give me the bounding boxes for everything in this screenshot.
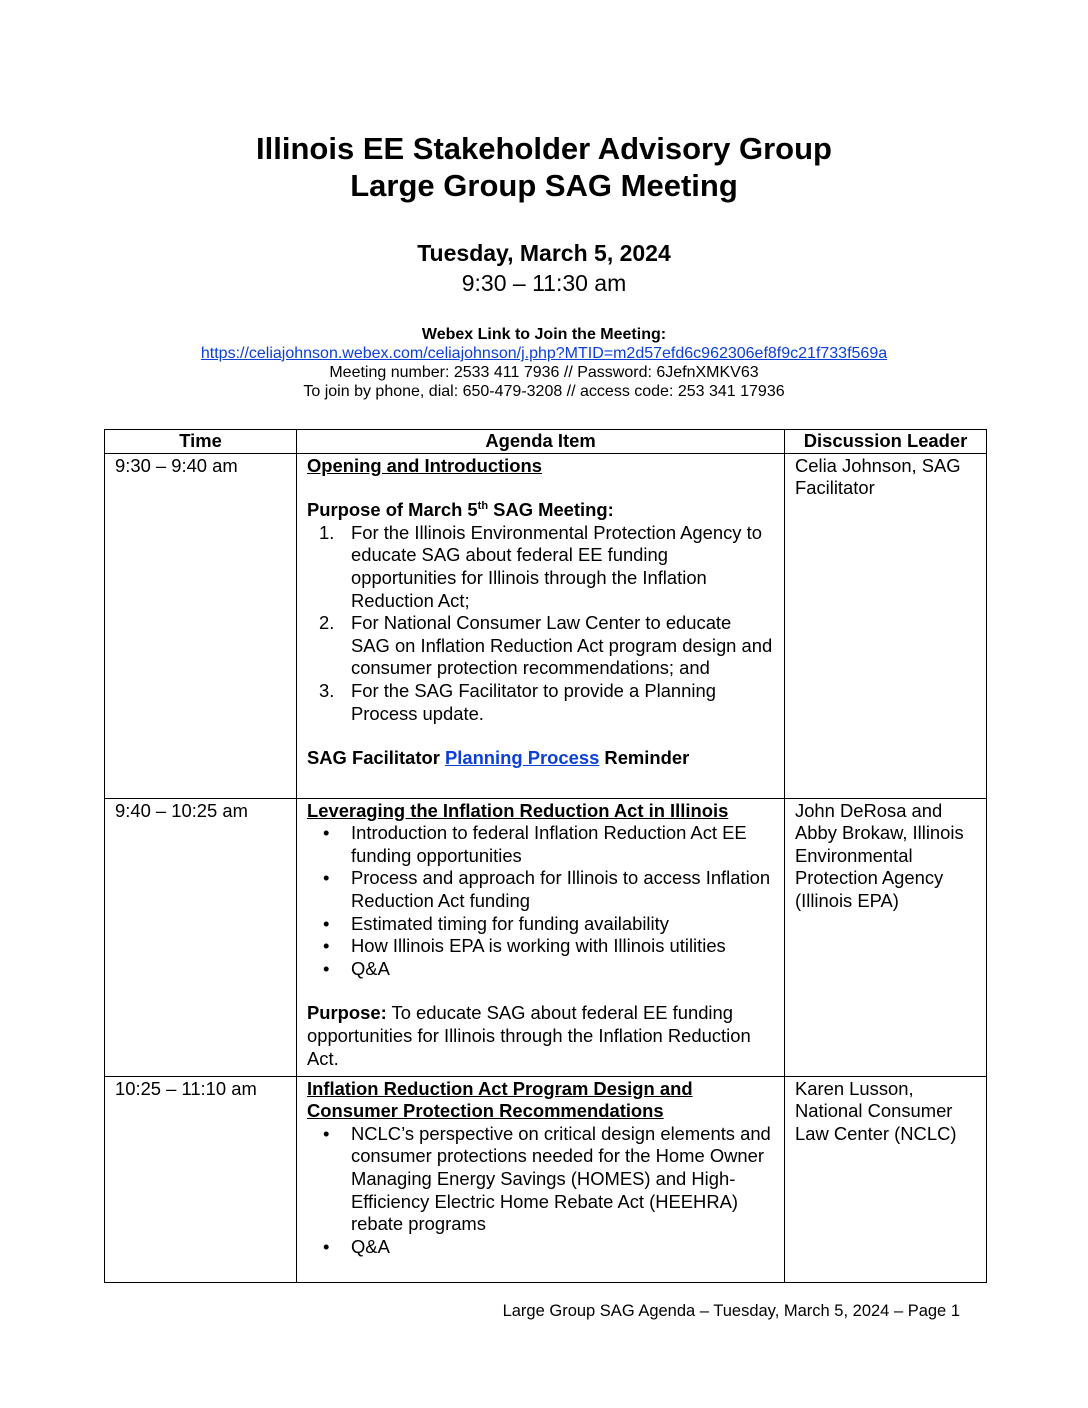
table-row [105, 798, 987, 1076]
phone-info: To join by phone, dial: 650-479-3208 // access code: 253 341 17936 [303, 383, 785, 400]
purpose-statement: Purpose: To educate SAG about federal EE funding opportunities for Illinois through the Inflation Reduction Act. [307, 1002, 751, 1069]
meeting-time: 9:30 – 11:30 am [461, 270, 627, 296]
list-item: • Introduction to federal Inflation Reduction Act EE funding opportunities [323, 822, 747, 866]
section-title: Leveraging the Inflation Reduction Act in Illinois [307, 799, 729, 821]
purpose-list [307, 522, 774, 725]
topic-list [307, 1123, 774, 1259]
table-header-row [105, 430, 987, 454]
row-leader: John DeRosa and Abby Brokaw, Illinois Environmental Protection Agency (Illinois EPA) [785, 798, 987, 1076]
webex-link[interactable]: https://celiajohnson.webex.com/celiajohnson/j.php?MTID=m2d57efd6c962306ef8f9c21f733f569a [200, 345, 888, 362]
list-item: 1. For the Illinois Environmental Protection Agency to educate SAG about federal EE funding opportunities for Illinois through the Inflation Reduction Act; [319, 521, 762, 611]
header-time: Time [105, 430, 297, 454]
document-title: Illinois EE Stakeholder Advisory Group [256, 131, 832, 166]
table-row [105, 1076, 987, 1282]
row-agenda-item [297, 453, 785, 798]
row-agenda-item [297, 798, 785, 1076]
agenda-table [104, 429, 987, 1283]
list-item: • Q&A [323, 957, 390, 979]
page-footer: Large Group SAG Agenda – Tuesday, March 5, 2024 – Page 1 [502, 1302, 960, 1320]
row-leader: Karen Lusson, National Consumer Law Center (NCLC) [785, 1076, 987, 1282]
purpose-heading: Purpose of March 5th SAG Meeting: [307, 499, 614, 521]
list-item: • Process and approach for Illinois to access Inflation Reduction Act funding [323, 867, 771, 911]
topic-list [307, 822, 774, 980]
list-item: 3. For the SAG Facilitator to provide a Planning Process update. [319, 679, 716, 724]
row-time: 10:25 – 11:10 am [105, 1076, 297, 1282]
planning-reminder: SAG Facilitator Planning Process Reminder [307, 747, 690, 769]
meeting-date: Tuesday, March 5, 2024 [417, 240, 671, 266]
row-agenda-item [297, 1076, 785, 1282]
row-leader: Celia Johnson, SAG Facilitator [785, 453, 987, 798]
list-item: • NCLC’s perspective on critical design elements and consumer protections needed for the Home Owner Managing Energy Savings (HOMES) and High-Efficiency Electric Home Rebate Act (HEEHRA) rebate programs [323, 1122, 771, 1235]
table-row [105, 453, 987, 798]
row-time: 9:40 – 10:25 am [105, 798, 297, 1076]
section-title: Inflation Reduction Act Program Design and Consumer Protection Recommendations [307, 1077, 693, 1122]
document-subtitle: Large Group SAG Meeting [350, 168, 738, 203]
webex-label: Webex Link to Join the Meeting: [421, 326, 667, 343]
list-item: • How Illinois EPA is working with Illinois utilities [323, 935, 726, 957]
list-item: • Estimated timing for funding availability [323, 912, 669, 934]
meeting-number-info: Meeting number: 2533 411 7936 // Password: 6JefnXMKV63 [329, 364, 759, 381]
section-title: Opening and Introductions [307, 454, 542, 476]
list-item: • Q&A [323, 1235, 390, 1257]
webex-info [0, 325, 1088, 401]
list-item: 2. For National Consumer Law Center to educate SAG on Inflation Reduction Act program design and consumer protection recommendations; and [319, 612, 773, 679]
header-agenda-item: Agenda Item [297, 430, 785, 454]
planning-process-link[interactable]: Planning Process [444, 747, 600, 769]
row-time: 9:30 – 9:40 am [105, 453, 297, 798]
header-discussion-leader: Discussion Leader [785, 430, 987, 454]
